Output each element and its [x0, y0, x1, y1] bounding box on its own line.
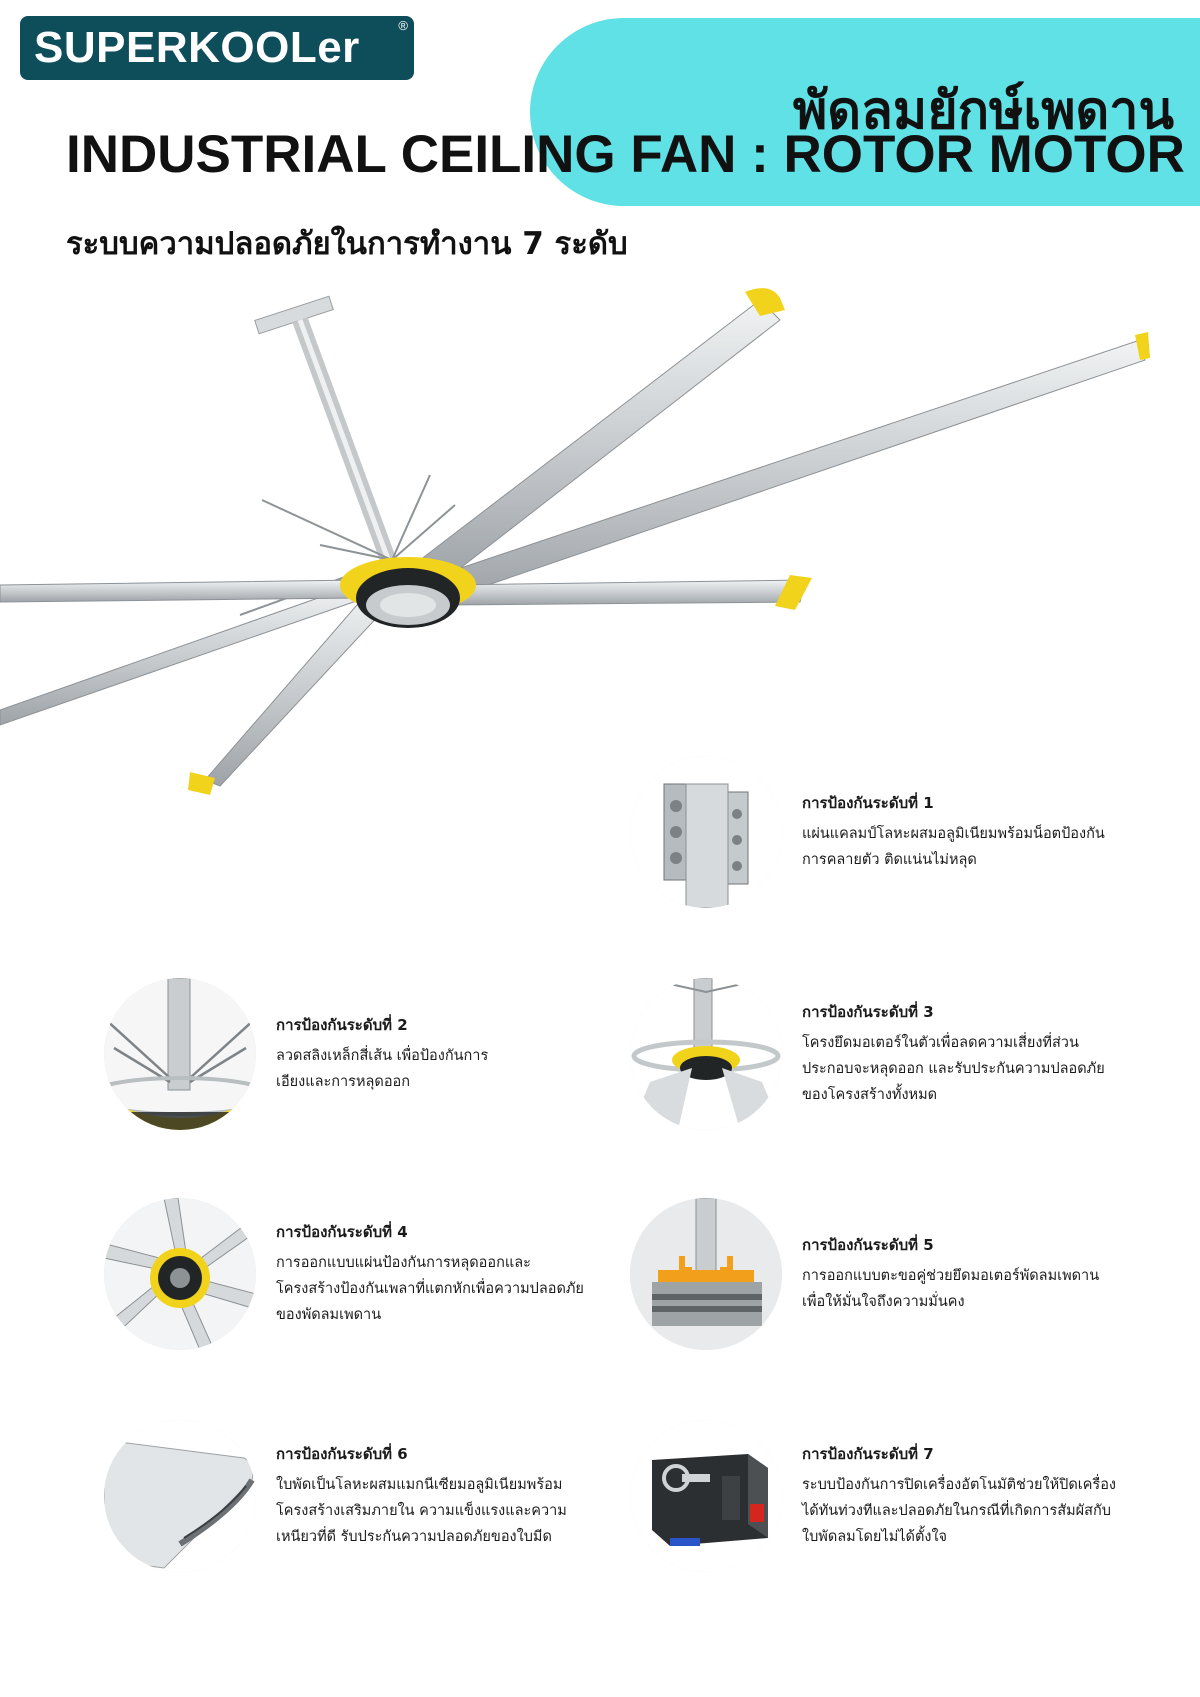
level-desc-line: เอียงและการหลุดออก — [276, 1074, 411, 1090]
safety-level-2 — [104, 978, 488, 1130]
double-hook-icon — [630, 1198, 782, 1350]
page-title-english: INDUSTRIAL CEILING FAN : ROTOR MOTOR — [66, 125, 1185, 184]
blade-profile-icon — [104, 1420, 256, 1572]
steel-wire-rope-icon — [104, 978, 256, 1130]
registered-mark: ® — [398, 18, 408, 33]
level-title: การป้องกันระดับที่ 1 — [802, 794, 934, 812]
level-desc-line: โครงสร้างป้องกันเพลาที่แตกหักเพื่อความปลอดภัย — [276, 1281, 584, 1297]
control-box-icon — [630, 1420, 782, 1572]
level-title: การป้องกันระดับที่ 5 — [802, 1236, 934, 1254]
level-title: การป้องกันระดับที่ 4 — [276, 1223, 408, 1241]
aluminum-clamp-icon — [630, 756, 782, 908]
level-description — [276, 1250, 584, 1328]
level-desc-line: การออกแบบแผ่นป้องกันการหลุดออกและ — [276, 1255, 531, 1271]
level-description — [802, 1030, 1105, 1108]
level-title: การป้องกันระดับที่ 3 — [802, 1003, 934, 1021]
fan-blades — [0, 288, 1150, 795]
brand-logo — [20, 16, 414, 80]
level-desc-line: แผ่นแคลมป์โลหะผสมอลูมิเนียมพร้อมน็อตป้องกัน — [802, 826, 1105, 842]
safety-level-3 — [630, 978, 1105, 1130]
safety-level-6 — [104, 1420, 567, 1572]
safety-level-1 — [630, 756, 1105, 908]
level-desc-line: การคลายตัว ติดแน่นไม่หลุด — [802, 852, 977, 868]
page-subtitle: ระบบความปลอดภัยในการทำงาน 7 ระดับ — [66, 226, 628, 262]
level-desc-line: ประกอบจะหลุดออก และรับประกันความปลอดภัย — [802, 1061, 1105, 1077]
level-title: การป้องกันระดับที่ 6 — [276, 1445, 408, 1463]
level-title: การป้องกันระดับที่ 2 — [276, 1016, 408, 1034]
motor-bracket-icon — [630, 978, 782, 1130]
level-description — [802, 1472, 1116, 1550]
level-desc-line: โครงสร้างเสริมภายใน ความแข็งแรงและความ — [276, 1503, 567, 1519]
safety-level-4 — [104, 1198, 584, 1350]
level-desc-line: เพื่อให้มั่นใจถึงความมั่นคง — [802, 1294, 965, 1310]
level-description — [276, 1472, 567, 1550]
anti-drop-plate-icon — [104, 1198, 256, 1350]
level-desc-line: เหนียวที่ดี รับประกันความปลอดภัยของใบมีด — [276, 1529, 552, 1545]
level-desc-line: ระบบป้องกันการปิดเครื่องอัตโนมัติช่วยให้ปิดเครื่อง — [802, 1477, 1117, 1493]
level-desc-line: ของโครงสร้างทั้งหมด — [802, 1087, 938, 1103]
level-desc-line: ลวดสลิงเหล็กสี่เส้น เพื่อป้องกันการ — [276, 1048, 489, 1064]
level-description — [276, 1043, 488, 1095]
logo-text: SUPERKOOLer — [34, 23, 360, 72]
level-description — [802, 1263, 1099, 1315]
page-title-thai: พัดลมยักษ์เพดาน — [793, 81, 1174, 141]
safety-level-7 — [630, 1420, 1116, 1572]
level-desc-line: ของพัดลมเพดาน — [276, 1307, 382, 1323]
safety-level-5 — [630, 1198, 1099, 1350]
level-desc-line: ได้ทันท่วงทีและปลอดภัยในกรณีที่เกิดการสัมผัสกับ — [802, 1503, 1111, 1519]
level-desc-line: การออกแบบตะขอคู่ช่วยยึดมอเตอร์พัดลมเพดาน — [802, 1268, 1100, 1284]
level-desc-line: ใบพัดลมโดยไม่ได้ตั้งใจ — [802, 1529, 948, 1545]
level-title: การป้องกันระดับที่ 7 — [802, 1445, 934, 1463]
level-desc-line: ใบพัดเป็นโลหะผสมแมกนีเซียมอลูมิเนียมพร้อม — [276, 1477, 563, 1493]
level-description — [802, 821, 1105, 873]
level-desc-line: โครงยึดมอเตอร์ในตัวเพื่อลดความเสี่ยงที่ส่วน — [802, 1035, 1079, 1051]
